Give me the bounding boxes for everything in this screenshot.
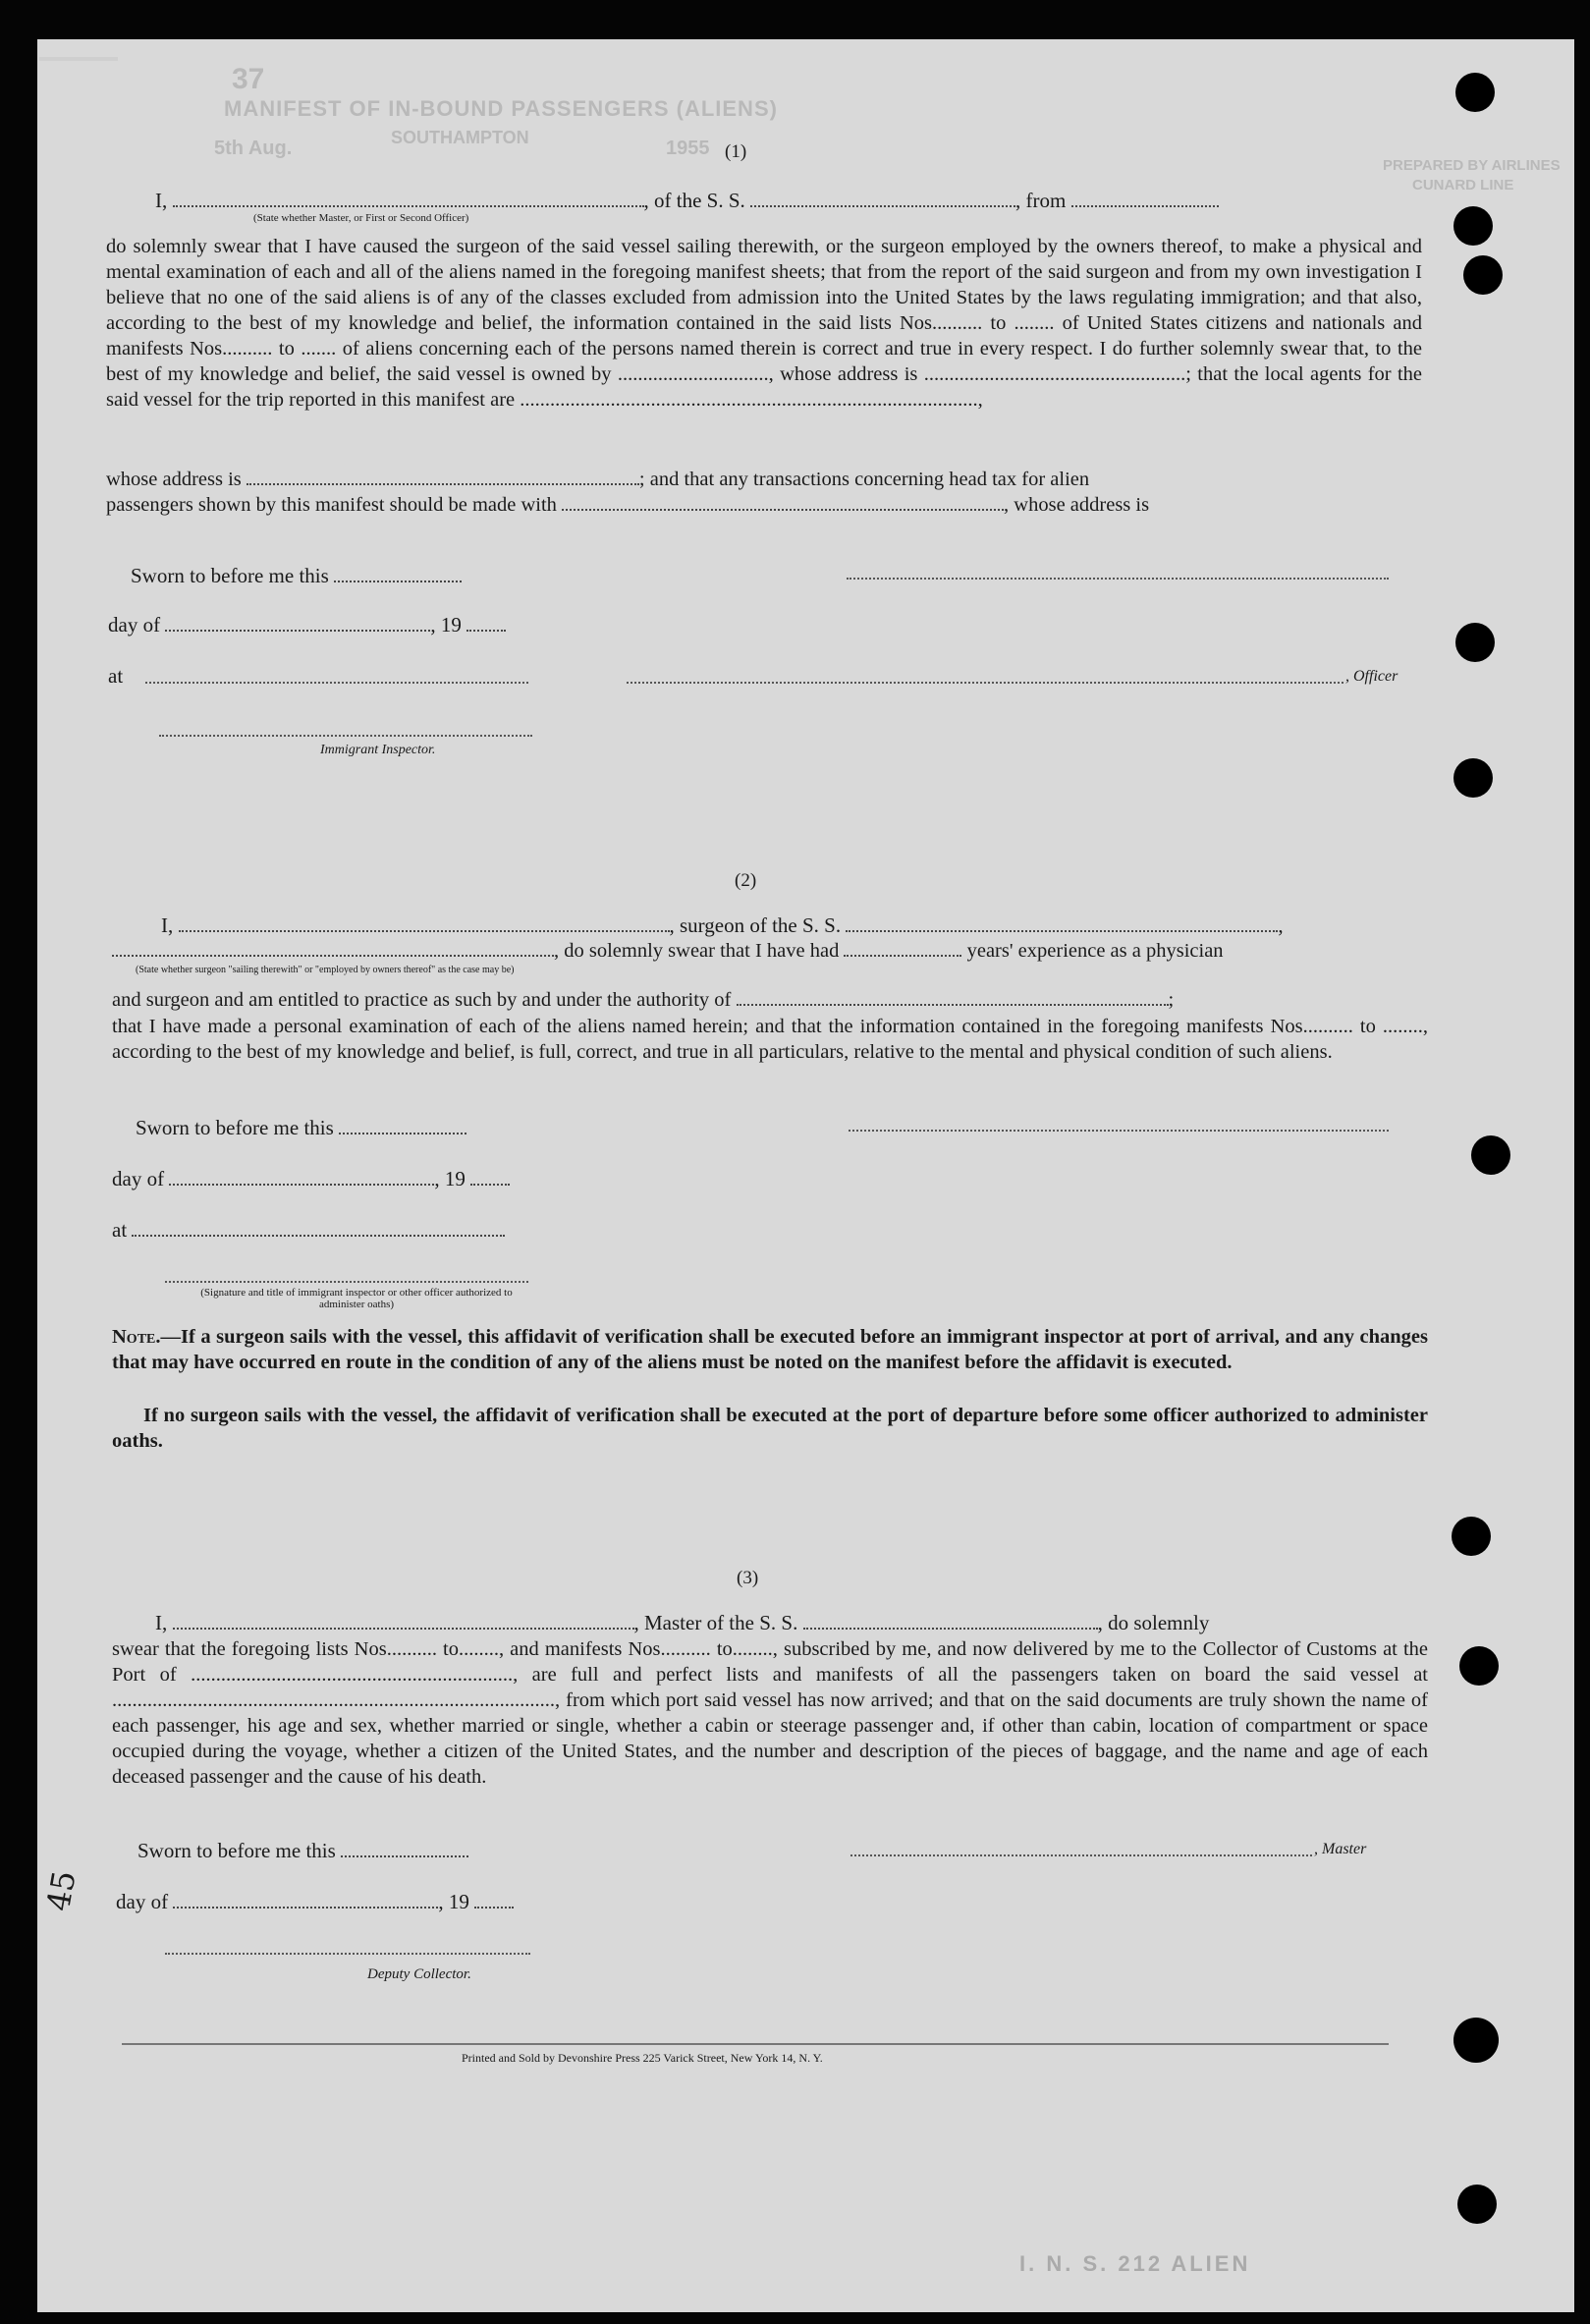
punch-hole-7 (1452, 1517, 1491, 1556)
s2-years: years' experience as a physician (966, 940, 1224, 962)
s2-intro-i: I, (161, 913, 174, 937)
section-3-number: (3) (737, 1568, 759, 1588)
s3-sworn (137, 1839, 468, 1863)
s3-intro-i: I, (155, 1611, 168, 1634)
s2-note2: If no surgeon sails with the vessel, the affidavit of verification shall be executed at the port of departure before some officer authorized to administer oaths. (112, 1405, 1428, 1452)
s2-swear: , do solemnly swear that I have had (554, 940, 840, 962)
punch-hole-4 (1455, 623, 1495, 662)
s2-semicolon: ; (1168, 989, 1175, 1011)
s1-of-ss: , of the S. S. (643, 189, 745, 212)
faded-left-top: PREPARED BY AIRLINES (1383, 157, 1561, 174)
corner-mark (39, 57, 118, 61)
s1-at-label: at (108, 664, 124, 688)
s1-address-label: whose address is (106, 469, 242, 490)
s2-signature-line (849, 1130, 1389, 1132)
section-1-number: (1) (725, 141, 747, 162)
s1-passengers-label: passengers shown by this manifest should be made with (106, 494, 557, 516)
s2-line2 (112, 939, 1428, 963)
s1-day-of (108, 613, 506, 637)
s2-note1 (112, 1324, 1428, 1375)
punch-hole-9 (1453, 2018, 1499, 2063)
form-page (37, 39, 1574, 2312)
s1-inspector: Immigrant Inspector. (320, 743, 436, 757)
s1-body: do solemnly swear that I have caused the surgeon of the said vessel sailing therewith, or the surgeon employed by the owners thereof, to make a physical and mental examination of each and all of the aliens named in the foregoing manifest sheets; that from the report of the said surgeon and from my own investigation I believe that no one of the said aliens is of any of the classes excluded from admission into the United States by the laws regulating immigration; and that also, according to the best of my knowledge and belief, the information contained in the said lists Nos.......... to ........ of United States citizens and nationals and manifests Nos.......... to ....... of aliens concerning each of the persons named therein is correct and true in every respect. I do further solemnly swear that, to the best of my knowledge and belief, the said vessel is owned by .............................., whose address is ....................................................; that the local agents for the said vessel for the trip reported in this manifest are ..........................................................................................., (106, 236, 1422, 411)
s1-at-line (145, 682, 528, 684)
s3-day-of (116, 1890, 514, 1914)
s3-do-solemnly: , do solemnly (1097, 1611, 1210, 1634)
footer-rule (122, 2043, 1389, 2045)
s2-note1-text: —If a surgeon sails with the vessel, this affidavit of verification shall be executed before an immigrant inspector at port of arrival, and any changes that may have occurred en route in the condition of any of the aliens must be noted on the manifest before the affidavit is executed. (112, 1326, 1428, 1373)
section-2-number: (2) (735, 870, 757, 891)
s2-line3 (112, 988, 1428, 1012)
s2-sworn-label: Sworn to before me this (136, 1116, 334, 1139)
s1-passengers-line (106, 493, 1422, 517)
punch-hole-5 (1453, 758, 1493, 798)
footer-stamp: I. N. S. 212 ALIEN (1019, 2251, 1251, 2276)
s1-at (108, 664, 123, 689)
faded-port: SOUTHAMPTON (391, 128, 529, 147)
s1-inspector-line (159, 735, 532, 737)
s1-day-of-label: day of (108, 613, 161, 636)
s2-at-label: at (112, 1218, 128, 1242)
s3-master-line (850, 1854, 1312, 1856)
s2-day-of-label: day of (112, 1167, 165, 1190)
faded-left-mid: CUNARD LINE (1412, 177, 1514, 194)
punch-hole-10 (1457, 2185, 1497, 2224)
s2-nineteen: , 19 (434, 1167, 466, 1190)
footer-printer: Printed and Sold by Devonshire Press 225 Varick Street, New York 14, N. Y. (462, 2051, 823, 2065)
s3-line1 (155, 1611, 1428, 1635)
s2-signature-note: (Signature and title of immigrant inspector or other officer authorized to administer oaths) (200, 1287, 513, 1310)
s1-sworn-label: Sworn to before me this (131, 564, 329, 587)
s3-margin-mark: 45 (39, 1867, 83, 1914)
s2-body: that I have made a personal examination of each of the aliens named herein; and that the information contained in the foregoing manifests Nos.......... to ........, according to the best of my knowledge and belief, is full, correct, and true in all particulars, relative to the mental and physical condition of such aliens. (112, 1016, 1428, 1063)
s3-day-of-label: day of (116, 1890, 169, 1913)
s2-surgeon-note: (State whether surgeon "sailing therewith" or "employed by owners thereof" as the case may be) (136, 965, 515, 975)
faded-manifest-title: MANIFEST OF IN-BOUND PASSENGERS (ALIENS) (224, 96, 778, 121)
s3-deputy-line (165, 1953, 530, 1955)
s2-day-of (112, 1167, 510, 1191)
s3-body: swear that the foregoing lists Nos.......... to........, and manifests Nos.......... to........, subscribed by me, and now delivered by me to the Collector of Customs at the Port of ................................................................, are full and perfect lists and manifests of all the passengers taken on board the said vessel at ........................................................................................, from which port said vessel has now arrived; and that on the said documents are truly shown the name of each passenger, his age and sex, whether married or single, whether a cabin or steerage passenger and, if other than cabin, location of compartment or space occupied during the voyage, whether a citizen of the United States, and the number and description of the pieces of baggage, and the name and age of each deceased passenger and the cause of his death. (112, 1638, 1428, 1788)
s2-note-label: Note. (112, 1326, 161, 1348)
punch-hole-8 (1459, 1646, 1499, 1686)
s2-comma: , (1278, 913, 1284, 937)
punch-hole-1 (1455, 73, 1495, 112)
faded-date: 5th Aug. (214, 138, 293, 159)
s2-sworn (136, 1116, 466, 1140)
s3-sworn-label: Sworn to before me this (137, 1839, 336, 1862)
s3-master: , Master (1314, 1841, 1367, 1857)
s2-line3-text: and surgeon and am entitled to practice as such by and under the authority of (112, 989, 732, 1011)
s1-officer: , Officer (1345, 668, 1398, 685)
s1-officer-note: (State whether Master, or First or Second Officer) (253, 212, 469, 224)
s2-surgeon-of: , surgeon of the S. S. (669, 913, 842, 937)
s3-master-of: , Master of the S. S. (633, 1611, 798, 1634)
s2-at (112, 1218, 505, 1243)
s1-line1 (155, 189, 1432, 213)
s1-sworn (131, 564, 462, 588)
faded-year: 1955 (666, 138, 710, 159)
s2-line1 (161, 913, 1428, 938)
s1-intro-i: I, (155, 189, 168, 212)
faded-page-number: 37 (232, 63, 265, 95)
s1-officer-line (627, 682, 1343, 684)
s3-nineteen: , 19 (438, 1890, 469, 1913)
s2-signature-inspector-line (165, 1281, 528, 1283)
s1-address-line (106, 468, 1422, 491)
s1-passengers-tail: , whose address is (1004, 494, 1150, 516)
s3-deputy: Deputy Collector. (367, 1966, 471, 1982)
s1-address-tail: ; and that any transactions concerning head tax for alien (638, 469, 1090, 490)
s1-signature-line (847, 578, 1389, 580)
punch-hole-2 (1453, 206, 1493, 246)
s1-nineteen: , 19 (430, 613, 462, 636)
s1-from: , from (1015, 189, 1067, 212)
punch-hole-3 (1463, 255, 1503, 295)
punch-hole-6 (1471, 1135, 1510, 1175)
